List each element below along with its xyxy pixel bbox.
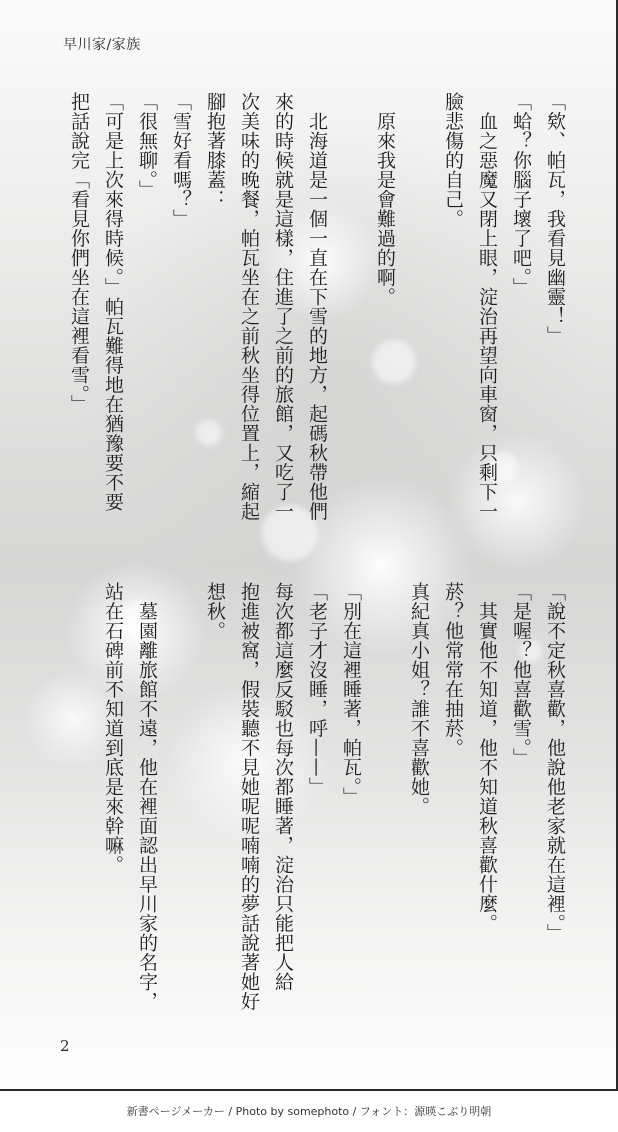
- text-line: 想秋。: [204, 582, 226, 641]
- text-line: 「蛤？你腦子壞了吧。」: [510, 92, 532, 297]
- text-line: 「可是上次來得時候。」帕瓦難得地在猶豫要不要: [102, 92, 124, 512]
- text-line: 原來我是會難過的啊。: [374, 92, 396, 307]
- text-line: 墓園離旅館不遠，他在裡面認出早川家的名字，: [136, 582, 158, 1011]
- text-line: 「是喔？他喜歡雪。」: [510, 582, 532, 768]
- text-line: 每次都這麼反駁也每次都睡著，淀治只能把人給: [272, 582, 294, 992]
- blank-line: [368, 582, 402, 1002]
- text-line: 北海道是一個一直在下雪的地方，起碼秋帶他們: [306, 92, 328, 521]
- page-title: 早川家/家族: [63, 37, 141, 53]
- text-line: 真紀真小姐？誰不喜歡她。: [408, 582, 430, 816]
- text-line: 「雪好看嗎？」: [170, 92, 192, 229]
- text-line: 「別在這裡睡著，帕瓦。」: [340, 582, 362, 807]
- text-line: 「很無聊。」: [136, 92, 158, 200]
- text-line: 菸？他常常在抽菸。: [442, 582, 464, 758]
- text-line: 血之惡魔又閉上眼，淀治再望向車窗，只剩下一: [476, 92, 498, 521]
- text-line: 臉悲傷的自己。: [442, 92, 464, 229]
- bottom-text-block: [96, 582, 572, 1011]
- top-text-block: [62, 92, 572, 522]
- blank-line: [402, 92, 436, 522]
- text-line: 「說不定秋喜歡，他說他老家就在這裡。」: [544, 582, 566, 943]
- text-line: 站在石碑前不知道到底是來幹嘛。: [102, 582, 124, 875]
- blank-line: [334, 92, 368, 522]
- text-line: 來的時候就是這樣，住進了之前的旅館，又吃了一: [272, 92, 294, 521]
- blank-line: [164, 582, 198, 1002]
- text-line: 抱進被窩，假裝聽不見她呢呢喃喃的夢話說著她好: [238, 582, 260, 1011]
- text-line: 「老子才沒睡，呼——」: [306, 582, 328, 797]
- text-line: 次美味的晚餐，帕瓦坐在之前秋坐得位置上，縮起: [238, 92, 260, 521]
- text-line: 其實他不知道，他不知道秋喜歡什麼。: [476, 582, 498, 933]
- footer-credit: 新書ページメーカー / Photo by somephoto / フォント：源暎こぶり明朝: [126, 1105, 492, 1118]
- text-line: 腳抱著膝蓋：: [204, 92, 226, 209]
- text-line: 把話說完「看見你們坐在這裡看雪。」: [68, 92, 90, 414]
- text-line: 「欸、帕瓦，我看見幽靈！」: [544, 92, 566, 346]
- page-number: 2: [60, 1037, 70, 1055]
